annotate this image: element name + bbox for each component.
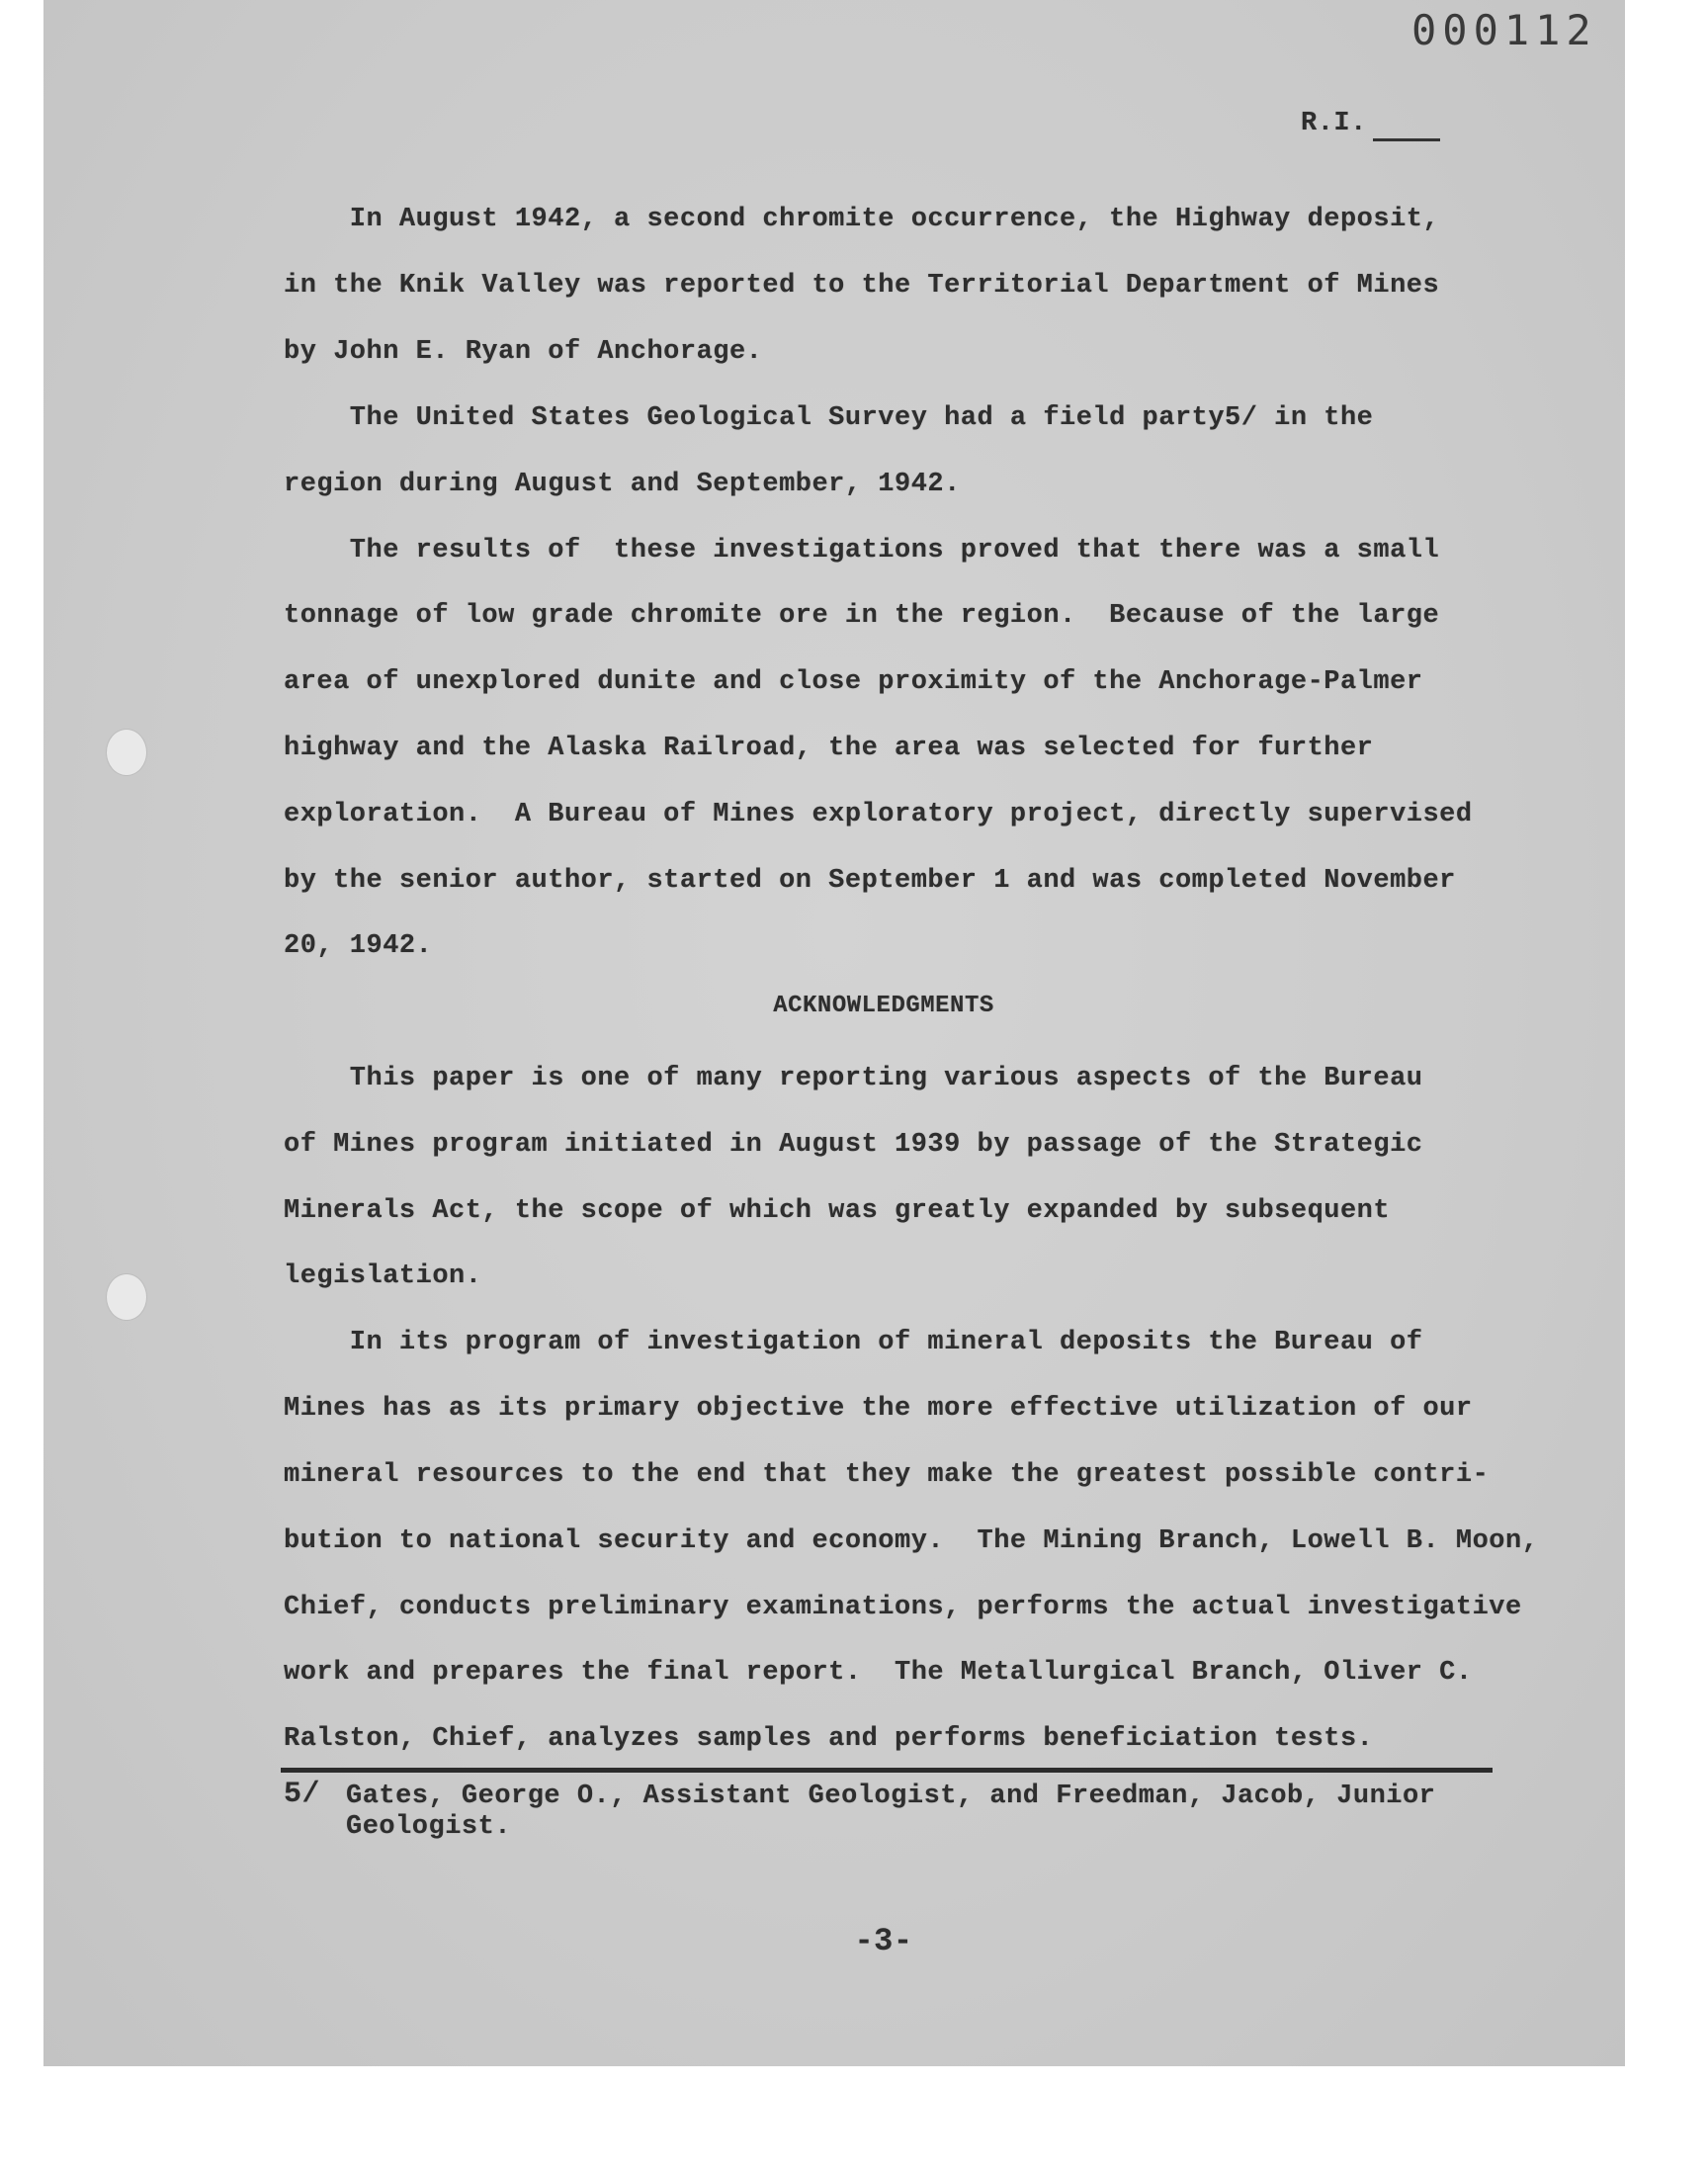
paragraph-1-line: in the Knik Valley was reported to the Territorial Department of Mines [284, 271, 1440, 301]
paragraph-5-line: bution to national security and economy. The Mining Branch, Lowell B. Moon, [284, 1526, 1539, 1556]
paragraph-5-line: Ralston, Chief, analyzes samples and performs beneficiation tests. [284, 1724, 1374, 1754]
punch-hole-lower [106, 1273, 147, 1321]
footnote-marker: 5/ [284, 1778, 321, 1811]
paragraph-3-line: exploration. A Bureau of Mines exploratory project, directly supervised [284, 800, 1473, 829]
paragraph-3-line: area of unexplored dunite and close proximity of the Anchorage-Palmer [284, 667, 1423, 697]
document-number: 000112 [1411, 6, 1597, 54]
ri-number-blank [1373, 109, 1440, 141]
paragraph-1-line: by John E. Ryan of Anchorage. [284, 337, 763, 367]
paragraph-3-line: highway and the Alaska Railroad, the area was selected for further [284, 734, 1374, 763]
page-number: -3- [854, 1923, 913, 1959]
paragraph-5-line: In its program of investigation of mineral deposits the Bureau of [284, 1328, 1423, 1357]
document-page [43, 0, 1625, 2066]
paragraph-3-line: by the senior author, started on September 1 and was completed November [284, 866, 1456, 896]
paragraph-5-line: mineral resources to the end that they make the greatest possible contri- [284, 1460, 1490, 1490]
paragraph-5-line: Chief, conducts preliminary examinations, performs the actual investigative [284, 1593, 1522, 1622]
paragraph-4-line: legislation. [284, 1262, 482, 1291]
footnote-line: Geologist. [346, 1812, 512, 1842]
footnote-rule [281, 1768, 1493, 1773]
paragraph-5-line: work and prepares the final report. The Metallurgical Branch, Oliver C. [284, 1658, 1473, 1688]
ri-label-text: R.I. [1301, 109, 1367, 138]
punch-hole-upper [106, 729, 147, 776]
paragraph-5-line: Mines has as its primary objective the more effective utilization of our [284, 1394, 1473, 1424]
paragraph-4-line: of Mines program initiated in August 1939 by passage of the Strategic [284, 1130, 1423, 1160]
paragraph-2-line: region during August and September, 1942. [284, 470, 961, 499]
paragraph-1-line: In August 1942, a second chromite occurrence, the Highway deposit, [284, 205, 1440, 234]
ri-label [1301, 109, 1440, 141]
paragraph-3-line: 20, 1942. [284, 931, 433, 961]
paragraph-2-line: The United States Geological Survey had a field party5/ in the [284, 403, 1374, 433]
section-heading: ACKNOWLEDGMENTS [773, 993, 994, 1019]
paragraph-3-line: The results of these investigations proved that there was a small [284, 536, 1440, 566]
footnote-line: Gates, George O., Assistant Geologist, and Freedman, Jacob, Junior [346, 1782, 1436, 1811]
paragraph-4-line: Minerals Act, the scope of which was greatly expanded by subsequent [284, 1196, 1391, 1226]
paragraph-4-line: This paper is one of many reporting various aspects of the Bureau [284, 1064, 1423, 1093]
paragraph-3-line: tonnage of low grade chromite ore in the region. Because of the large [284, 601, 1440, 631]
